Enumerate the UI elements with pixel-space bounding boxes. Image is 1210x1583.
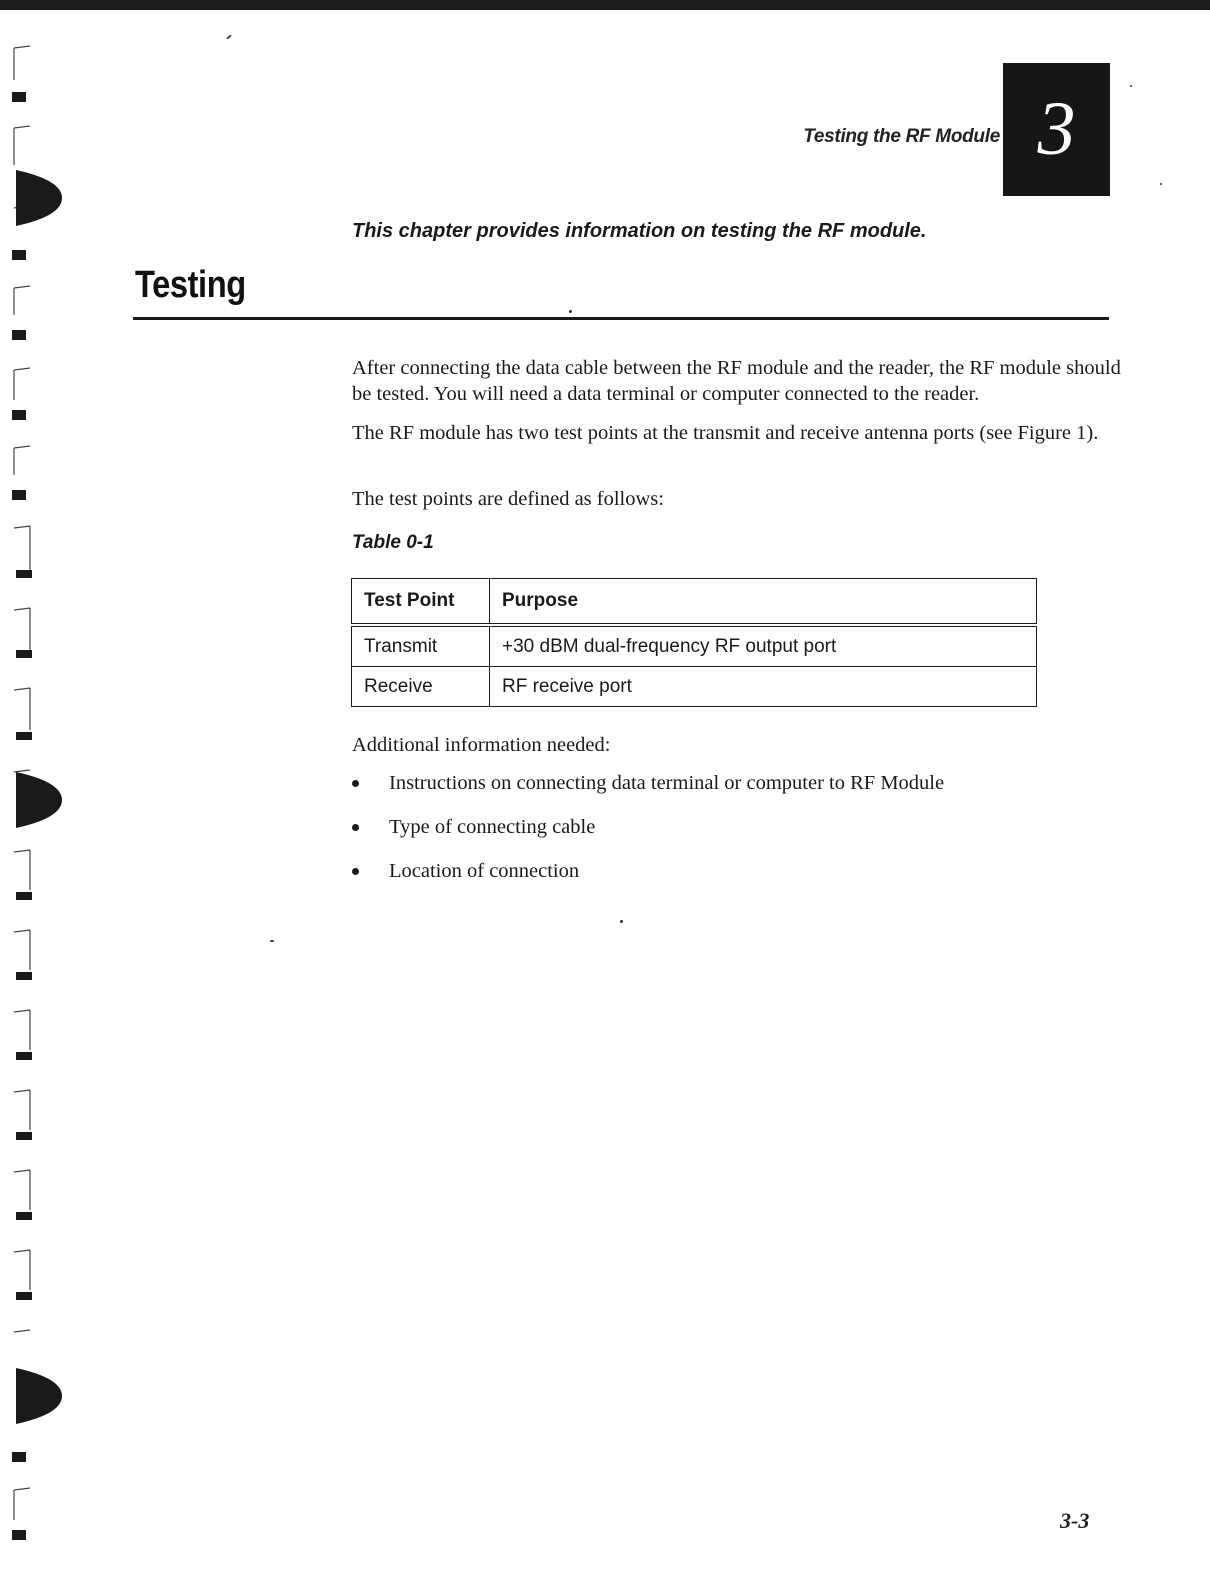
column-header-purpose: Purpose <box>490 579 1037 626</box>
bullet-icon <box>352 868 359 875</box>
scan-speck <box>226 34 232 39</box>
additional-info-list <box>352 770 1112 902</box>
paragraph-test-points: The RF module has two test points at the transmit and receive antenna ports (see Figure 1). <box>352 422 1099 444</box>
list-item-text: Type of connecting cable <box>389 816 596 838</box>
table-cell-purpose: RF receive port <box>490 667 1037 707</box>
column-header-test-point: Test Point <box>352 579 490 626</box>
list-item-text: Location of connection <box>389 860 580 882</box>
list-item <box>352 770 1112 814</box>
chapter-intro: This chapter provides information on testing the RF module. <box>352 220 927 242</box>
section-divider <box>133 317 1109 320</box>
paragraph-defined: The test points are defined as follows: <box>352 488 664 510</box>
scan-speck <box>1160 183 1162 185</box>
scan-speck <box>270 940 274 942</box>
chapter-number-tab: 3 <box>1003 63 1110 196</box>
list-item-text: Instructions on connecting data terminal or computer to RF Module <box>389 772 945 794</box>
top-border-bar <box>0 0 1210 10</box>
scan-speck <box>569 310 572 313</box>
running-header: Testing the RF Module <box>803 126 1000 147</box>
binder-hole-strip <box>0 30 70 1570</box>
scan-speck <box>620 920 623 923</box>
list-item <box>352 814 1112 858</box>
table-cell-purpose: +30 dBM dual-frequency RF output port <box>490 625 1037 667</box>
list-item <box>352 858 1112 902</box>
table-header-row <box>352 579 1037 626</box>
table-caption: Table 0-1 <box>352 532 434 553</box>
paragraph-intro: After connecting the data cable between the RF module and the reader, the RF module should be tested. You will need a data terminal or computer connected to the reader. <box>352 357 1121 405</box>
bullet-icon <box>352 780 359 787</box>
bullet-icon <box>352 824 359 831</box>
table-cell-test-point: Transmit <box>352 625 490 667</box>
page-number: 3-3 <box>1060 1508 1090 1533</box>
table-row <box>352 667 1037 707</box>
table-cell-test-point: Receive <box>352 667 490 707</box>
scan-speck <box>1130 85 1132 87</box>
additional-info-lead: Additional information needed: <box>352 734 611 756</box>
table-row <box>352 625 1037 667</box>
section-heading: Testing <box>135 264 246 306</box>
test-point-table <box>351 578 1037 707</box>
